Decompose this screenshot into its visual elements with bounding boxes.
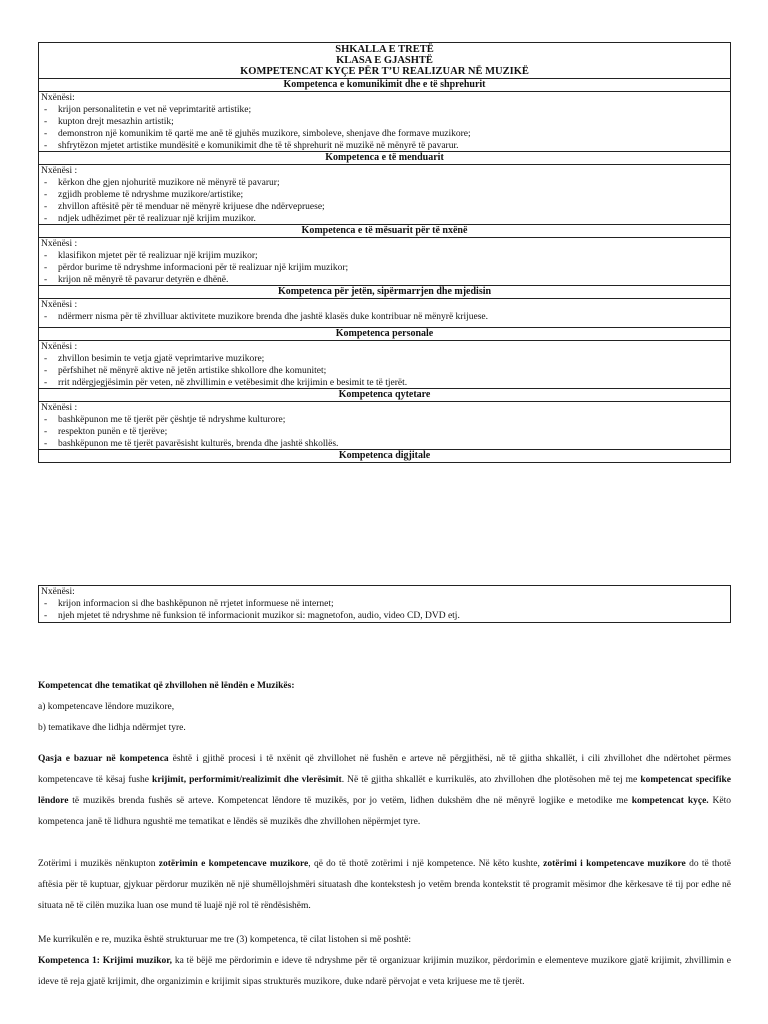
body-heading: Kompetencat dhe tematikat që zhvillohen në lëndën e Muzikës: <box>38 681 295 691</box>
list-item: - klasifikon mjetet për të realizuar një krijim muzikor; <box>41 250 728 262</box>
list-item: - njeh mjetet të ndryshme në funksion të informacionit muzikor si: magnetofon, audio, video CD, DVD etj. <box>41 610 728 622</box>
digital-intro: Nxënësi: <box>41 587 75 597</box>
section-title: Kompetenca personale <box>39 327 730 341</box>
section-title: Kompetenca e të mësuarit për të nxënë <box>39 224 730 238</box>
section-intro: Nxënësi : <box>41 300 78 310</box>
section-title: Kompetenca qytetare <box>39 388 730 402</box>
list-item: - bashkëpunon me të tjerët pavarësisht kulturës, brenda dhe jashtë shkollës. <box>41 438 728 450</box>
list-item: - zhvillon aftësitë për të menduar në mënyrë krijuese dhe ndërvepruese; <box>41 201 728 213</box>
list-item: - bashkëpunon me të tjerët për çështje të ndryshme kulturore; <box>41 414 728 426</box>
paragraph-structure: Me kurrikulën e re, muzika është strukturuar me tre (3) kompetenca, të cilat listohen si më poshtë: <box>38 935 412 945</box>
list-item: - zgjidh probleme të ndryshme muzikore/artistike; <box>41 189 728 201</box>
paragraph-mastery: Zotërimi i muzikës nënkupton zotërimin e kompetencave muzikore, që do të thotë zotërimi i një kompetence. Në këto kushte, zotërimi i kompetencave muzikore do të thotë aftësia për të kuptuar, gjykuar përdorur muzikën në një shumëllojshmëri situatash dhe kontekstesh jo vetëm brenda kontekstit të programit mësimor dhe kërkesave të tij por edhe në situata në të cilën muzika luan ose mund të luajë një rol të rëndësishëm. <box>38 859 731 911</box>
section-title: Kompetenca e të menduarit <box>39 151 730 165</box>
section-intro: Nxënësi: <box>41 93 75 103</box>
list-item: - zhvillon besimin te vetja gjatë veprimtarive muzikore; <box>41 353 728 365</box>
section-intro: Nxënësi : <box>41 166 78 176</box>
section-cell <box>39 92 730 152</box>
list-item: - demonstron një komunikim të qartë me anë të gjuhës muzikore, simboleve, shenjave dhe formave muzikore; <box>41 128 728 140</box>
list-item: - krijon personalitetin e vet në veprimtaritë artistike; <box>41 104 728 116</box>
section-cell <box>39 341 730 389</box>
list-item: - respekton punën e të tjerëve; <box>41 426 728 438</box>
list-item: - shfrytëzon mjetet artistike mundësitë e komunikimit dhe të të shprehurit në muzikë në mënyrë të pavarur. <box>41 140 728 152</box>
digital-cell <box>39 586 730 622</box>
header-class: KLASA E GJASHTË <box>336 55 433 66</box>
body-heading-block <box>38 676 731 739</box>
section-title: Kompetenca për jetën, sipërmarrjen dhe mjedisin <box>39 285 730 299</box>
competencies-table <box>38 42 731 463</box>
section-intro: Nxënësi : <box>41 342 78 352</box>
section-intro: Nxënësi : <box>41 239 78 249</box>
list-b: b) tematikave dhe lidhja ndërmjet tyre. <box>38 723 186 733</box>
section-cell <box>39 238 730 286</box>
section-intro: Nxënësi : <box>41 403 78 413</box>
list-item: - ndjek udhëzimet për të realizuar një krijim muzikor. <box>41 213 728 225</box>
list-item: - krijon në mënyrë të pavarur detyrën e dhënë. <box>41 274 728 286</box>
section-cell <box>39 299 730 328</box>
sections-container <box>39 78 730 450</box>
digital-competence-table <box>38 585 731 623</box>
list-item: - ndërmerr nisma për të zhvilluar aktivitete muzikore brenda dhe jashtë klasës duke kontribuar në mënyrë krijuese. <box>41 311 728 323</box>
list-item: - përdor burime të ndryshme informacioni për të realizuar një krijim muzikor; <box>41 262 728 274</box>
paragraph-approach: Qasja e bazuar në kompetenca është i gjithë procesi i të nxënit që zhvillohet në fushën e arteve në përgjithësi, në të gjitha shkallët, i cili zhvillohet dhe ndërtohet përmes kompetencave të kësaj fushe krijimit, performimit/realizimit dhe vlerësimit. Në të gjitha shkallët e kurrikulës, ato zhvillohen dhe plotësohen më tej me kompetencat specifike lëndore të muzikës brenda fushës së arteve. Kompetencat lëndore të muzikës, por jo vetëm, lidhen dukshëm dhe në mënyrë logjike e metodike me kompetencat kyçe. Këto kompetenca janë të lidhura ngushtë me tematikat e lëndës së muzikës dhe zhvillohen nëpërmjet tyre. <box>38 754 731 827</box>
header-level: SHKALLA E TRETË <box>335 44 434 55</box>
list-item: - krijon informacion si dhe bashkëpunon në rrjetet informuese në internet; <box>41 598 728 610</box>
section-cell <box>39 402 730 450</box>
list-item: - përfshihet në mënyrë aktive në jetën artistike shkollore dhe komunitet; <box>41 365 728 377</box>
list-item: - kërkon dhe gjen njohuritë muzikore në mënyrë të pavarur; <box>41 177 728 189</box>
header-title: KOMPETENCAT KYÇE PËR T’U REALIZUAR NË MUZIKË <box>240 66 529 77</box>
list-a: a) kompetencave lëndore muzikore, <box>38 702 175 712</box>
section-cell <box>39 165 730 225</box>
section-title: Kompetenca e komunikimit dhe e të shprehurit <box>39 78 730 92</box>
section-title-digital: Kompetenca digjitale <box>39 449 730 462</box>
list-item: - rrit ndërgjegjësimin për veten, në zhvillimin e vetëbesimit dhe krijimin e besimit te të tjerët. <box>41 377 728 389</box>
table-header <box>39 43 730 79</box>
paragraph-competence-1: Kompetenca 1: Krijimi muzikor, ka të bëjë me përdorimin e ideve të ndryshme për të organizuar krijimin muzikor, përdorimin e elementeve muzikore gjatë krijimit, zhvillimin e ideve të reja gjatë krijimit, dhe organizimin e krijimit sipas strukturës muzikore, duke ndarë përvojat e veta krijuese me të tjerët. <box>38 956 731 987</box>
list-item: - kupton drejt mesazhin artistik; <box>41 116 728 128</box>
